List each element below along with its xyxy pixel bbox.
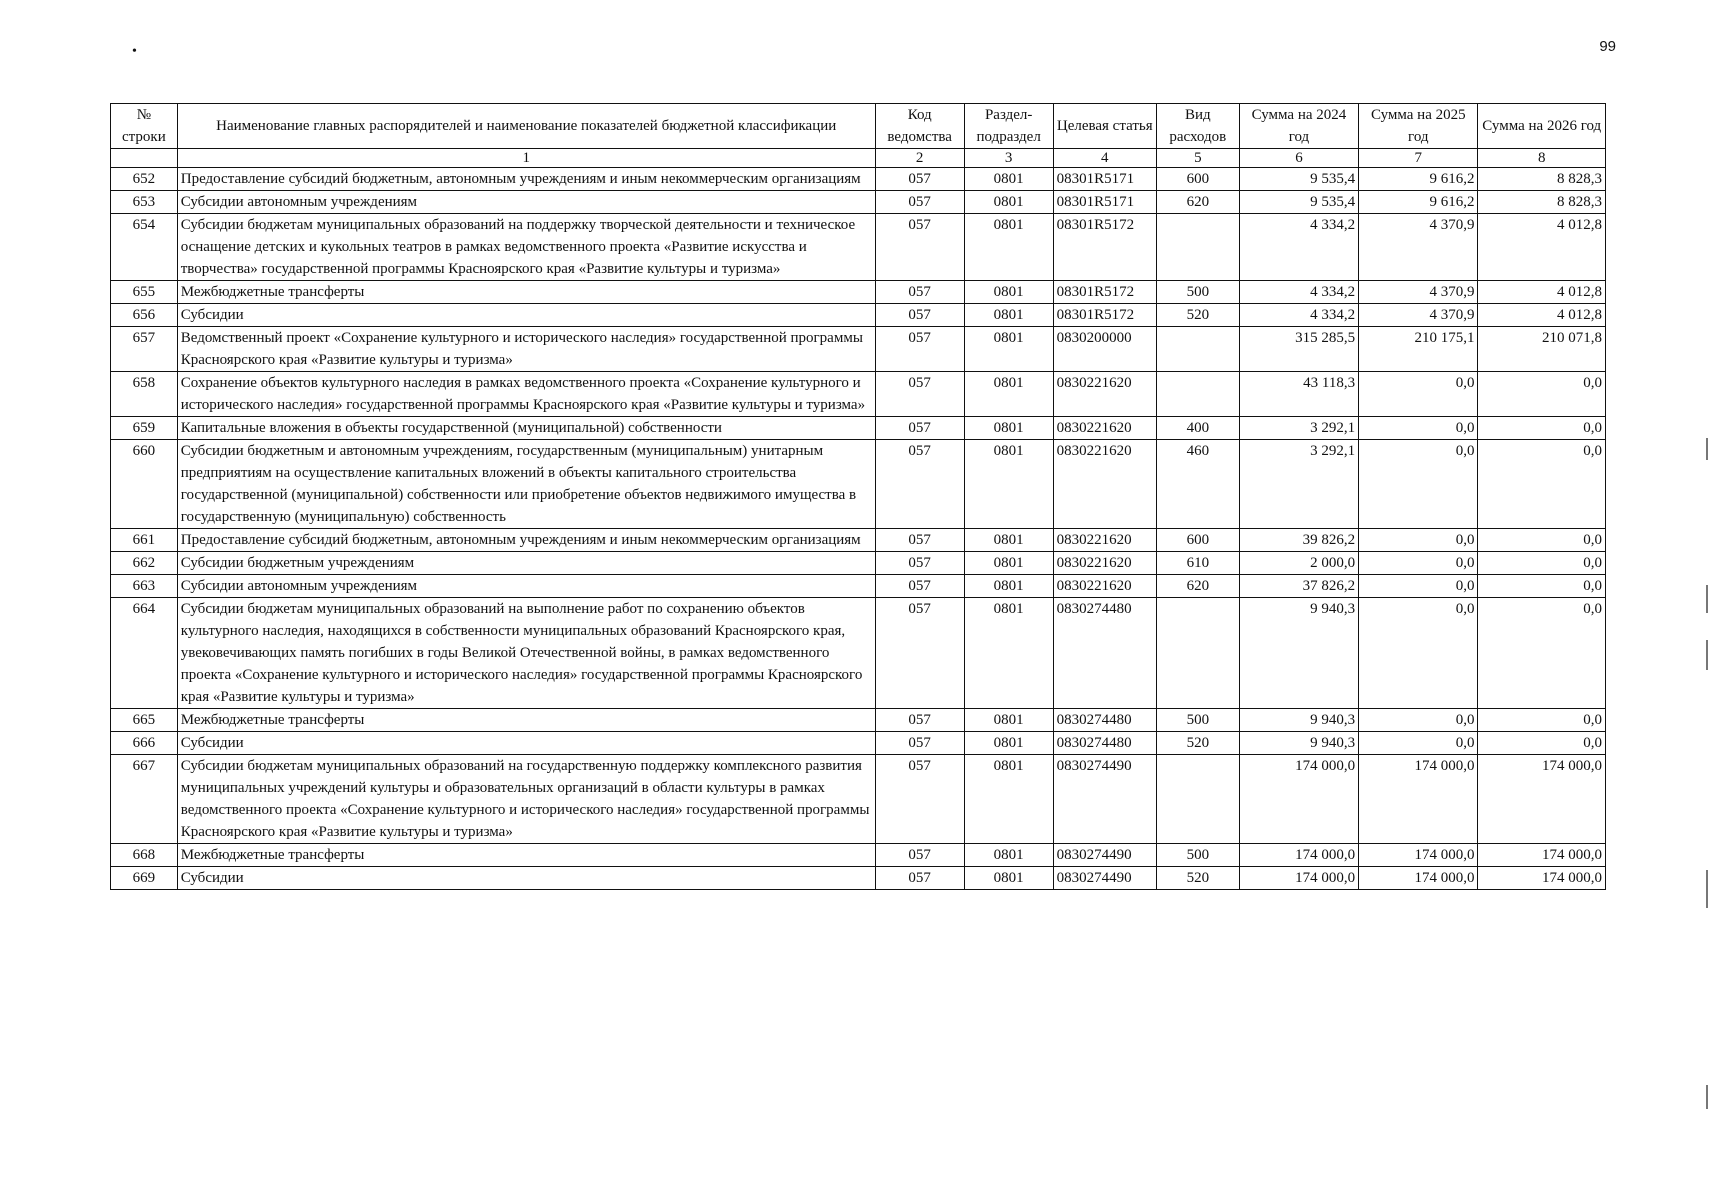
table-row <box>111 214 1606 281</box>
expense-type: 520 <box>1156 867 1239 890</box>
sum-2024: 174 000,0 <box>1239 867 1358 890</box>
row-name: Сохранение объектов культурного наследия в рамках ведомственного проекта «Сохранение культурного и исторического наследия» государственной программы Красноярского края «Развитие культуры и туризма» <box>177 372 875 417</box>
target-article: 0830221620 <box>1053 417 1156 440</box>
sum-2024: 315 285,5 <box>1239 327 1358 372</box>
column-index: 7 <box>1359 149 1478 168</box>
row-number: 660 <box>111 440 178 529</box>
row-name: Субсидии автономным учреждениям <box>177 575 875 598</box>
table-row <box>111 755 1606 844</box>
header-sum-2025: Сумма на 2025 год <box>1359 104 1478 149</box>
target-article: 0830200000 <box>1053 327 1156 372</box>
sum-2026: 174 000,0 <box>1478 755 1606 844</box>
header-expense-type: Вид расходов <box>1156 104 1239 149</box>
expense-type: 600 <box>1156 168 1239 191</box>
department-code: 057 <box>875 417 964 440</box>
target-article: 0830221620 <box>1053 552 1156 575</box>
sum-2026: 4 012,8 <box>1478 304 1606 327</box>
row-name: Субсидии бюджетам муниципальных образований на выполнение работ по сохранению объектов культурного наследия, находящихся в собственности муниципальных образований Красноярского края, увековечивающих память погибших в годы Великой Отечественной войны, в рамках ведомственного проекта «Сохранение культурного и исторического наследия» государственной программы Красноярского края «Развитие культуры и туризма» <box>177 598 875 709</box>
sum-2025: 0,0 <box>1359 440 1478 529</box>
expense-type: 500 <box>1156 709 1239 732</box>
sum-2024: 9 940,3 <box>1239 732 1358 755</box>
department-code: 057 <box>875 867 964 890</box>
department-code: 057 <box>875 281 964 304</box>
section-code: 0801 <box>964 214 1053 281</box>
sum-2024: 174 000,0 <box>1239 844 1358 867</box>
department-code: 057 <box>875 755 964 844</box>
scan-margin-mark <box>1706 1085 1708 1109</box>
sum-2025: 0,0 <box>1359 732 1478 755</box>
table-row <box>111 191 1606 214</box>
sum-2026: 8 828,3 <box>1478 168 1606 191</box>
sum-2026: 0,0 <box>1478 529 1606 552</box>
row-name: Предоставление субсидий бюджетным, автономным учреждениям и иным некоммерческим организациям <box>177 529 875 552</box>
column-index: 4 <box>1053 149 1156 168</box>
row-name: Субсидии бюджетам муниципальных образований на поддержку творческой деятельности и техническое оснащение детских и кукольных театров в рамках ведомственного проекта «Развитие искусства и творчества» государственной программы Красноярского края «Развитие культуры и туризма» <box>177 214 875 281</box>
row-number: 668 <box>111 844 178 867</box>
table-row <box>111 417 1606 440</box>
sum-2026: 0,0 <box>1478 372 1606 417</box>
sum-2026: 0,0 <box>1478 575 1606 598</box>
department-code: 057 <box>875 598 964 709</box>
target-article: 0830221620 <box>1053 440 1156 529</box>
table-row <box>111 732 1606 755</box>
row-number: 664 <box>111 598 178 709</box>
expense-type: 500 <box>1156 281 1239 304</box>
target-article: 0830274490 <box>1053 867 1156 890</box>
row-number: 662 <box>111 552 178 575</box>
section-code: 0801 <box>964 440 1053 529</box>
sum-2026: 4 012,8 <box>1478 214 1606 281</box>
header-sum-2024: Сумма на 2024 год <box>1239 104 1358 149</box>
scan-margin-mark <box>1706 640 1708 670</box>
table-row <box>111 440 1606 529</box>
scan-margin-mark <box>1706 438 1708 460</box>
row-name: Капитальные вложения в объекты государственной (муниципальной) собственности <box>177 417 875 440</box>
sum-2024: 43 118,3 <box>1239 372 1358 417</box>
sum-2025: 210 175,1 <box>1359 327 1478 372</box>
table-row <box>111 372 1606 417</box>
row-number: 653 <box>111 191 178 214</box>
sum-2025: 0,0 <box>1359 372 1478 417</box>
sum-2026: 0,0 <box>1478 417 1606 440</box>
section-code: 0801 <box>964 755 1053 844</box>
page-number: 99 <box>1599 38 1616 55</box>
row-number: 657 <box>111 327 178 372</box>
row-number: 663 <box>111 575 178 598</box>
table-row <box>111 575 1606 598</box>
sum-2025: 174 000,0 <box>1359 755 1478 844</box>
row-name: Субсидии бюджетам муниципальных образований на государственную поддержку комплексного развития муниципальных учреждений культуры и образовательных организаций в области культуры в рамках ведомственного проекта «Сохранение культурного и исторического наследия» государственной программы Красноярского края «Развитие культуры и туризма» <box>177 755 875 844</box>
sum-2025: 0,0 <box>1359 598 1478 709</box>
sum-2024: 39 826,2 <box>1239 529 1358 552</box>
target-article: 08301R5171 <box>1053 191 1156 214</box>
department-code: 057 <box>875 304 964 327</box>
sum-2026: 0,0 <box>1478 440 1606 529</box>
header-target-article: Целевая статья <box>1053 104 1156 149</box>
department-code: 057 <box>875 440 964 529</box>
column-index-empty <box>111 149 178 168</box>
table-row <box>111 327 1606 372</box>
row-name: Межбюджетные трансферты <box>177 709 875 732</box>
sum-2024: 174 000,0 <box>1239 755 1358 844</box>
sum-2024: 9 940,3 <box>1239 598 1358 709</box>
sum-2024: 9 940,3 <box>1239 709 1358 732</box>
department-code: 057 <box>875 529 964 552</box>
column-index: 6 <box>1239 149 1358 168</box>
department-code: 057 <box>875 214 964 281</box>
section-code: 0801 <box>964 281 1053 304</box>
expense-type: 610 <box>1156 552 1239 575</box>
section-code: 0801 <box>964 552 1053 575</box>
sum-2024: 9 535,4 <box>1239 191 1358 214</box>
department-code: 057 <box>875 168 964 191</box>
sum-2026: 0,0 <box>1478 552 1606 575</box>
row-number: 666 <box>111 732 178 755</box>
section-code: 0801 <box>964 732 1053 755</box>
row-number: 669 <box>111 867 178 890</box>
header-name: Наименование главных распорядителей и наименование показателей бюджетной классификации <box>177 104 875 149</box>
expense-type: 600 <box>1156 529 1239 552</box>
column-index: 3 <box>964 149 1053 168</box>
department-code: 057 <box>875 709 964 732</box>
target-article: 08301R5172 <box>1053 214 1156 281</box>
expense-type <box>1156 598 1239 709</box>
section-code: 0801 <box>964 327 1053 372</box>
row-number: 661 <box>111 529 178 552</box>
sum-2026: 0,0 <box>1478 732 1606 755</box>
row-number: 655 <box>111 281 178 304</box>
header-row-number: № строки <box>111 104 178 149</box>
row-name: Субсидии бюджетным учреждениям <box>177 552 875 575</box>
column-index-row <box>111 149 1606 168</box>
expense-type <box>1156 372 1239 417</box>
target-article: 0830274480 <box>1053 732 1156 755</box>
department-code: 057 <box>875 552 964 575</box>
section-code: 0801 <box>964 709 1053 732</box>
section-code: 0801 <box>964 191 1053 214</box>
target-article: 08301R5172 <box>1053 304 1156 327</box>
target-article: 0830274480 <box>1053 598 1156 709</box>
table-row <box>111 529 1606 552</box>
sum-2025: 9 616,2 <box>1359 191 1478 214</box>
table-row <box>111 552 1606 575</box>
department-code: 057 <box>875 575 964 598</box>
expense-type <box>1156 327 1239 372</box>
expense-type: 620 <box>1156 575 1239 598</box>
expense-type: 500 <box>1156 844 1239 867</box>
sum-2026: 174 000,0 <box>1478 867 1606 890</box>
sum-2024: 2 000,0 <box>1239 552 1358 575</box>
header-department-code: Код ведомства <box>875 104 964 149</box>
sum-2024: 3 292,1 <box>1239 417 1358 440</box>
table-row <box>111 867 1606 890</box>
header-row <box>111 104 1606 149</box>
row-number: 654 <box>111 214 178 281</box>
sum-2026: 4 012,8 <box>1478 281 1606 304</box>
sum-2024: 4 334,2 <box>1239 214 1358 281</box>
sum-2025: 174 000,0 <box>1359 867 1478 890</box>
table-row <box>111 168 1606 191</box>
scan-margin-mark <box>1706 870 1708 908</box>
section-code: 0801 <box>964 867 1053 890</box>
section-code: 0801 <box>964 372 1053 417</box>
target-article: 0830274490 <box>1053 755 1156 844</box>
target-article: 0830221620 <box>1053 372 1156 417</box>
target-article: 0830221620 <box>1053 529 1156 552</box>
sum-2025: 4 370,9 <box>1359 304 1478 327</box>
column-index: 5 <box>1156 149 1239 168</box>
sum-2024: 3 292,1 <box>1239 440 1358 529</box>
row-name: Субсидии <box>177 732 875 755</box>
sum-2026: 174 000,0 <box>1478 844 1606 867</box>
sum-2025: 4 370,9 <box>1359 281 1478 304</box>
row-name: Субсидии <box>177 867 875 890</box>
sum-2024: 4 334,2 <box>1239 304 1358 327</box>
column-index: 1 <box>177 149 875 168</box>
expense-type: 620 <box>1156 191 1239 214</box>
sum-2025: 174 000,0 <box>1359 844 1478 867</box>
table-row <box>111 598 1606 709</box>
target-article: 08301R5171 <box>1053 168 1156 191</box>
row-name: Ведомственный проект «Сохранение культурного и исторического наследия» государственной программы Красноярского края «Развитие культуры и туризма» <box>177 327 875 372</box>
department-code: 057 <box>875 844 964 867</box>
expense-type <box>1156 755 1239 844</box>
section-code: 0801 <box>964 529 1053 552</box>
section-code: 0801 <box>964 598 1053 709</box>
row-number: 656 <box>111 304 178 327</box>
sum-2025: 9 616,2 <box>1359 168 1478 191</box>
row-name: Субсидии автономным учреждениям <box>177 191 875 214</box>
row-name: Предоставление субсидий бюджетным, автономным учреждениям и иным некоммерческим организациям <box>177 168 875 191</box>
row-number: 667 <box>111 755 178 844</box>
sum-2024: 37 826,2 <box>1239 575 1358 598</box>
sum-2025: 0,0 <box>1359 417 1478 440</box>
department-code: 057 <box>875 732 964 755</box>
target-article: 0830221620 <box>1053 575 1156 598</box>
table-row <box>111 281 1606 304</box>
expense-type: 400 <box>1156 417 1239 440</box>
sum-2025: 0,0 <box>1359 575 1478 598</box>
header-section: Раздел-подраздел <box>964 104 1053 149</box>
section-code: 0801 <box>964 168 1053 191</box>
row-number: 652 <box>111 168 178 191</box>
section-code: 0801 <box>964 304 1053 327</box>
header-sum-2026: Сумма на 2026 год <box>1478 104 1606 149</box>
column-index: 8 <box>1478 149 1606 168</box>
expense-type: 460 <box>1156 440 1239 529</box>
sum-2026: 8 828,3 <box>1478 191 1606 214</box>
scan-artifact-dot: • <box>132 44 137 59</box>
column-index: 2 <box>875 149 964 168</box>
sum-2024: 9 535,4 <box>1239 168 1358 191</box>
table-body <box>111 168 1606 890</box>
department-code: 057 <box>875 372 964 417</box>
row-name: Субсидии бюджетным и автономным учреждениям, государственным (муниципальным) унитарным предприятиям на осуществление капитальных вложений в объекты капитального строительства государственной (муниципальной) собственности или приобретение объектов недвижимого имущества в государственную (муниципальную) собственность <box>177 440 875 529</box>
sum-2026: 0,0 <box>1478 598 1606 709</box>
sum-2025: 0,0 <box>1359 529 1478 552</box>
table-row <box>111 304 1606 327</box>
department-code: 057 <box>875 191 964 214</box>
row-number: 658 <box>111 372 178 417</box>
sum-2025: 4 370,9 <box>1359 214 1478 281</box>
expense-type: 520 <box>1156 732 1239 755</box>
section-code: 0801 <box>964 844 1053 867</box>
target-article: 08301R5172 <box>1053 281 1156 304</box>
row-name: Межбюджетные трансферты <box>177 844 875 867</box>
row-number: 665 <box>111 709 178 732</box>
department-code: 057 <box>875 327 964 372</box>
expense-type <box>1156 214 1239 281</box>
row-number: 659 <box>111 417 178 440</box>
target-article: 0830274480 <box>1053 709 1156 732</box>
section-code: 0801 <box>964 575 1053 598</box>
sum-2026: 210 071,8 <box>1478 327 1606 372</box>
sum-2026: 0,0 <box>1478 709 1606 732</box>
sum-2025: 0,0 <box>1359 709 1478 732</box>
row-name: Субсидии <box>177 304 875 327</box>
budget-table <box>110 103 1606 890</box>
table-row <box>111 709 1606 732</box>
section-code: 0801 <box>964 417 1053 440</box>
sum-2025: 0,0 <box>1359 552 1478 575</box>
sum-2024: 4 334,2 <box>1239 281 1358 304</box>
expense-type: 520 <box>1156 304 1239 327</box>
row-name: Межбюджетные трансферты <box>177 281 875 304</box>
table-row <box>111 844 1606 867</box>
target-article: 0830274490 <box>1053 844 1156 867</box>
scan-margin-mark <box>1706 585 1708 613</box>
